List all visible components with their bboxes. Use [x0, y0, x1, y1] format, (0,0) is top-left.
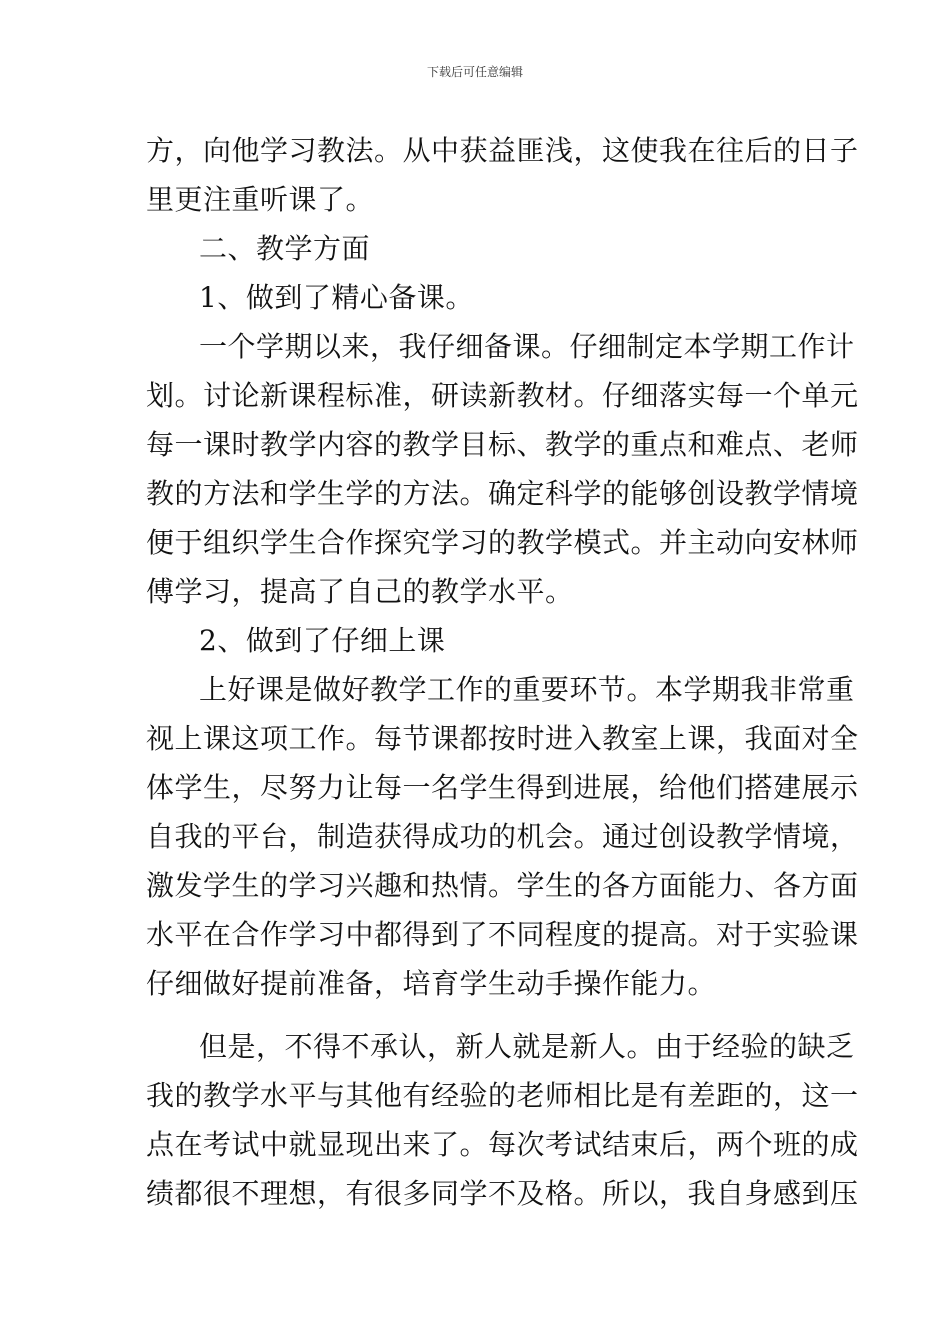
- page-header: 下载后可任意编辑: [426, 65, 523, 79]
- paragraph-start-line: 一个学期以来，我仔细备课。仔细制定本学期工作计: [199, 330, 855, 363]
- text-line: 方，向他学习教法。从中获益匪浅，这使我在往后的日子: [146, 134, 859, 167]
- text-line: 体学生，尽努力让每一名学生得到进展，给他们搭建展示: [146, 771, 859, 804]
- text-line: 视上课这项工作。每节课都按时进入教室上课，我面对全: [146, 722, 859, 755]
- text-line: 划。讨论新课程标准，研读新教材。仔细落实每一个单元: [146, 379, 859, 412]
- text-line: 我的教学水平与其他有经验的老师相比是有差距的，这一: [146, 1079, 859, 1112]
- paragraph-start-line: 但是，不得不承认，新人就是新人。由于经验的缺乏: [199, 1030, 855, 1063]
- subsection-heading: 2、做到了仔细上课: [199, 624, 446, 657]
- text-line: 便于组织学生合作探究学习的教学模式。并主动向安林师: [146, 526, 859, 559]
- document-body: [146, 126, 859, 1218]
- text-line: 激发学生的学习兴趣和热情。学生的各方面能力、各方面: [146, 869, 859, 902]
- text-line: 自我的平台，制造获得成功的机会。通过创设教学情境，: [146, 820, 859, 853]
- paragraph-start-line: 上好课是做好教学工作的重要环节。本学期我非常重: [199, 673, 855, 706]
- section-heading: 二、教学方面: [199, 232, 371, 265]
- text-line: 里更注重听课了。: [146, 183, 375, 216]
- text-line: 每一课时教学内容的教学目标、教学的重点和难点、老师: [146, 428, 859, 461]
- text-line: 仔细做好提前准备，培育学生动手操作能力。: [146, 967, 717, 1000]
- text-line: 绩都很不理想，有很多同学不及格。所以，我自身感到压: [146, 1177, 859, 1210]
- text-line: 教的方法和学生学的方法。确定科学的能够创设教学情境: [146, 477, 859, 510]
- text-line: 水平在合作学习中都得到了不同程度的提高。对于实验课: [146, 918, 859, 951]
- text-line: 傅学习，提高了自己的教学水平。: [146, 575, 574, 608]
- subsection-heading: 1、做到了精心备课。: [199, 281, 474, 314]
- text-line: 点在考试中就显现出来了。每次考试结束后，两个班的成: [146, 1128, 859, 1161]
